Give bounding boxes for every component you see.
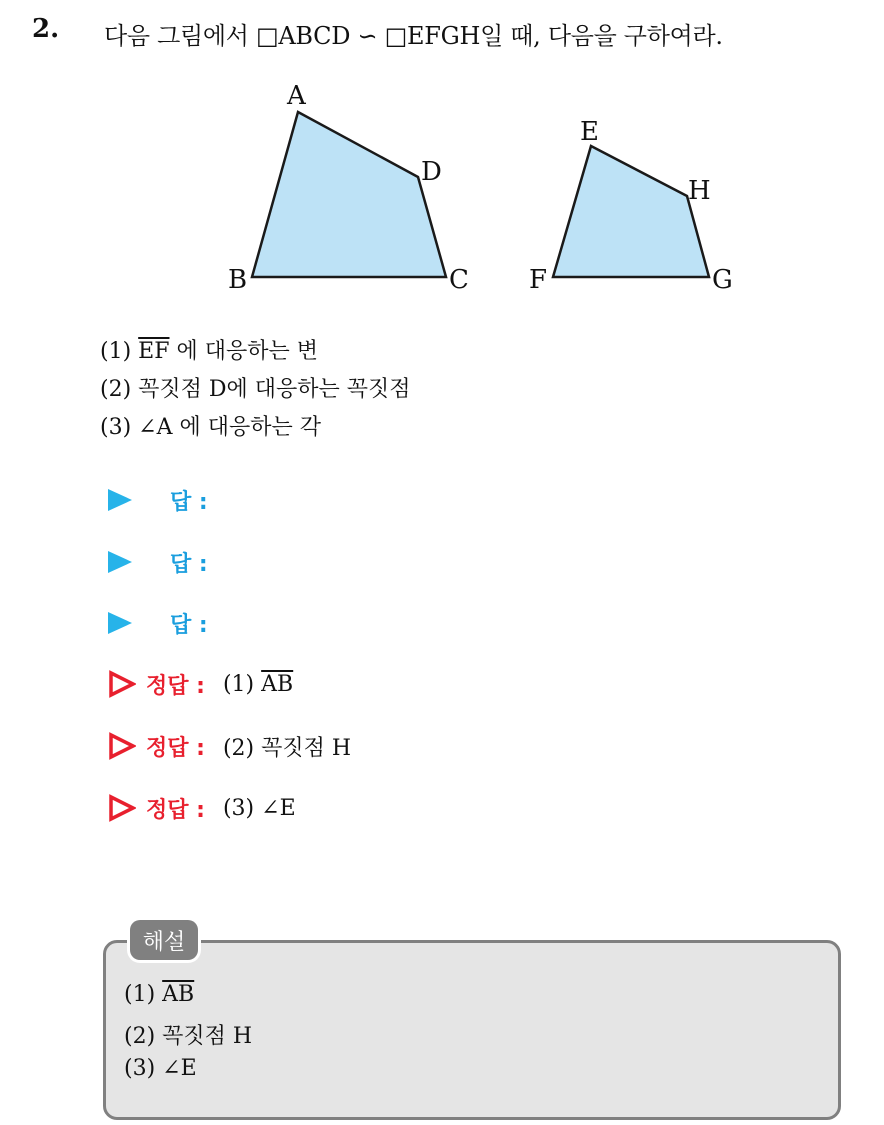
correct-row-1	[108, 666, 293, 702]
answer-label: 답 :	[170, 551, 208, 577]
subquestion-2: (2) 꼭짓점 D에 대응하는 꼭짓점	[100, 377, 411, 402]
correct-arrow-icon	[108, 670, 136, 698]
answer-arrow-icon	[108, 612, 132, 634]
solution-line-3: (3) ∠E	[124, 1056, 197, 1081]
correct-row-3	[108, 790, 296, 826]
vertex-label-a: A	[287, 81, 306, 111]
correct-value-3: (3) ∠E	[222, 795, 296, 821]
correct-arrow-icon	[108, 732, 136, 760]
subquestion-1: (1) $\overline{EF}$ 에 대응하는 변	[100, 339, 318, 364]
answer-arrow-icon	[108, 551, 132, 573]
correct-label: 정답 :	[146, 797, 205, 823]
correct-label: 정답 :	[146, 735, 205, 761]
answer-row-2	[108, 544, 208, 580]
answer-label: 답 :	[170, 612, 208, 638]
question-number: 2.	[32, 14, 60, 44]
vertex-label-h: H	[688, 176, 711, 206]
correct-arrow-icon	[108, 794, 136, 822]
vertex-label-f: F	[529, 265, 548, 295]
vertex-label-b: B	[228, 265, 248, 295]
answer-label: 답 :	[170, 489, 208, 515]
solution-line-1: (1) $\overline{AB}$	[124, 982, 195, 1007]
solution-line-2: (2) 꼭짓점 H	[124, 1024, 253, 1049]
correct-row-2	[108, 728, 351, 764]
quadrilateral-efgh	[553, 146, 709, 277]
solution-tag: 해설	[130, 920, 198, 960]
correct-value-2: (2) 꼭짓점 H	[222, 735, 352, 761]
vertex-label-d: D	[421, 157, 442, 187]
answer-row-1	[108, 482, 208, 518]
answer-arrow-icon	[108, 489, 132, 511]
subquestion-3: (3) ∠A 에 대응하는 각	[100, 415, 321, 440]
answer-row-3	[108, 605, 208, 641]
similar-quadrilaterals-figure	[0, 0, 884, 330]
vertex-label-e: E	[580, 117, 599, 147]
correct-label: 정답 :	[146, 673, 205, 699]
quadrilateral-abcd	[252, 112, 446, 277]
vertex-label-g: G	[712, 265, 733, 295]
correct-value-1: (1) $\overline{AB}$	[222, 671, 294, 697]
question-prompt: 다음 그림에서 □ABCD ∽ □EFGH일 때, 다음을 구하여라.	[104, 22, 723, 50]
vertex-label-c: C	[449, 265, 469, 295]
